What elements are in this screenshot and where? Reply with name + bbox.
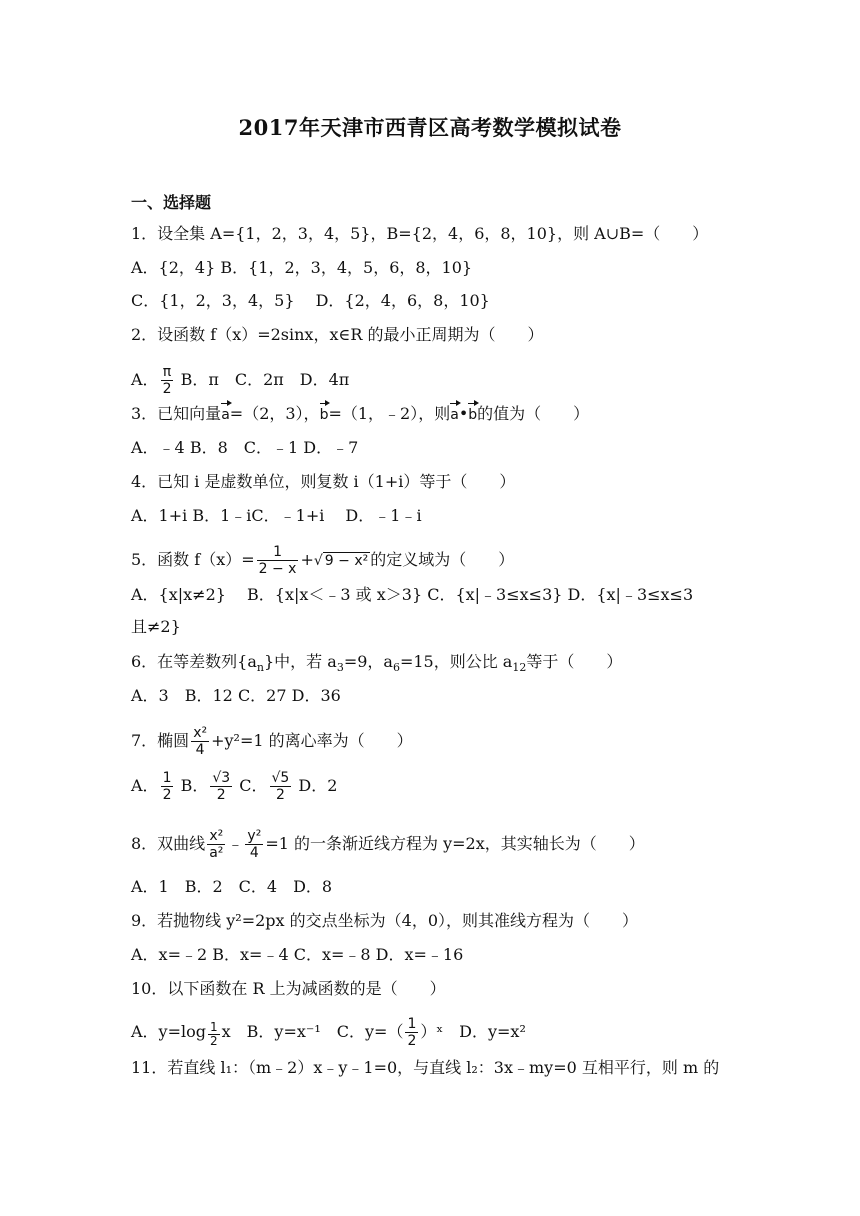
subscript: 12 [512,661,527,675]
option-a-text: A．y=log [131,1022,206,1041]
stem-text: 等于（ ） [526,652,623,671]
fraction-denominator: 2 [162,787,172,803]
fraction-denominator: 4 [249,845,259,861]
fraction-numerator: 1 [407,1016,417,1032]
question-4-options: A．1+i B．1﹣iC．﹣1+i D．﹣1﹣i [131,506,422,525]
fraction-numerator: 1 [210,1020,218,1034]
stem-text: =1 的一条渐近线方程为 y=2x，其实轴长为（ ） [265,834,645,853]
fraction-numerator: x² [193,725,208,741]
option-a-label: A． [131,776,159,795]
stem-text: 5．函数 f（x）= [131,550,255,569]
stem-text: 7．椭圆 [131,731,190,750]
subscript: 3 [336,661,344,675]
fraction-denominator: 2 [210,1034,218,1048]
fraction-x2-over-4 [191,725,209,758]
fraction-option-a [161,770,174,803]
vector-a: a [221,407,230,423]
subscript: 6 [392,661,400,675]
question-9-stem: 9．若抛物线 y²=2px 的交点坐标为（4，0），则其准线方程为（ ） [131,911,639,930]
fraction-denominator: 4 [195,742,205,758]
stem-text: +y²=1 的离心率为（ ） [211,731,413,750]
vector-b: b [319,407,329,423]
stem-text: 3．已知向量 [131,404,222,423]
option-a-label: A． [131,370,159,389]
fraction-denominator: 2 [216,787,226,803]
question-2-options [131,364,349,397]
page-title: 2017年天津市西青区高考数学模拟试卷 [238,115,622,140]
fraction-y2-over-4 [245,828,263,861]
stem-text: 8．双曲线 [131,834,206,853]
stem-text: }中，若 a [264,652,337,671]
dot-operator: • [458,404,469,423]
question-1-stem: 1．设全集 A={1，2，3，4，5}，B={2，4，6，8，10}，则 A∪B=（ ） [131,224,709,243]
question-10-stem: 10．以下函数在 R 上为减函数的是（ ） [131,979,446,998]
question-5-options: A．{x|x≠2} B．{x|x＜﹣3 或 x＞3} C．{x|﹣3≤x≤3} D．{x|﹣3≤x≤3 [131,585,694,604]
question-2-stem: 2．设函数 f（x）=2sinx，x∈R 的最小正周期为（ ） [131,325,544,344]
stem-text: 的定义域为（ ） [370,550,515,569]
subscript: n [256,661,264,675]
fraction-option-b [210,770,232,803]
radicand: 9 − x² [324,553,369,569]
fraction-numerator: √3 [212,770,231,786]
fraction-1-over-2-minus-x [257,544,299,577]
square-root: √ 9 − x² [313,553,369,569]
fraction-denominator: a² [209,845,224,861]
options-text: ）ˣ D．y=x² [420,1022,526,1041]
stem-text: 的值为（ ） [477,404,590,423]
stem-text: =（2，3）， [229,404,320,423]
option-c-label: C． [234,776,268,795]
option-b-label: B． [175,776,209,795]
fraction-denominator: 2 − x [258,561,297,577]
section-heading: 一、选择题 [131,193,212,212]
question-9-options: A．x=﹣2 B．x=﹣4 C．x=﹣8 D．x=﹣16 [131,945,464,964]
fraction-half [405,1016,418,1049]
stem-text: =9，a [343,652,393,671]
question-8-stem [131,828,645,861]
question-3-options: A．﹣4 B．8 C．﹣1 D．﹣7 [131,438,359,457]
fraction-denominator: 2 [275,787,285,803]
question-5-stem [131,544,514,577]
question-1-options-cd: C．{1，2，3，4，5} D．{2，4，6，8，10} [131,291,490,310]
vector-b: b [468,407,478,423]
stem-text: =15，则公比 a [399,652,513,671]
question-5-options-cont: 且≠2} [131,617,181,636]
stem-text: 6．在等差数列{a [131,652,257,671]
options-rest: B．π C．2π D．4π [175,370,350,389]
fraction-x2-over-a2 [207,828,225,861]
question-7-stem [131,725,413,758]
fraction-numerator: x² [207,828,225,845]
question-10-options [131,1016,526,1049]
option-d: D．2 [293,776,338,795]
question-6-options: A．3 B．12 C．27 D．36 [131,686,341,705]
minus-operator: ﹣ [227,834,244,853]
question-8-options: A．1 B．2 C．4 D．8 [131,877,333,896]
question-4-stem: 4．已知 i 是虚数单位，则复数 i（1+i）等于（ ） [131,472,516,491]
fraction-pi-over-2 [161,364,174,397]
question-7-options [131,770,337,803]
fraction-option-c [270,770,292,803]
fraction-denominator: 2 [162,381,172,397]
question-3-stem [131,404,589,425]
question-11-stem: 11．若直线 l₁：（m﹣2）x﹣y﹣1=0，与直线 l₂：3x﹣my=0 互相平行，则 m 的 [131,1058,720,1077]
fraction-numerator: 1 [162,770,172,786]
fraction-numerator: π [161,364,174,381]
plus-operator: + [300,550,314,569]
vector-a: a [450,407,459,423]
question-6-stem [131,652,622,678]
fraction-numerator: √5 [271,770,290,786]
fraction-numerator: y² [247,828,262,844]
fraction-denominator: 2 [407,1033,417,1049]
question-1-options-ab: A．{2，4} B．{1，2，3，4，5，6，8，10} [131,258,473,277]
fraction-numerator: 1 [257,544,299,561]
log-base-fraction [208,1021,220,1048]
options-text: x B．y=x⁻¹ C．y=（ [221,1022,404,1041]
stem-text: =（1，﹣2），则 [328,404,451,423]
